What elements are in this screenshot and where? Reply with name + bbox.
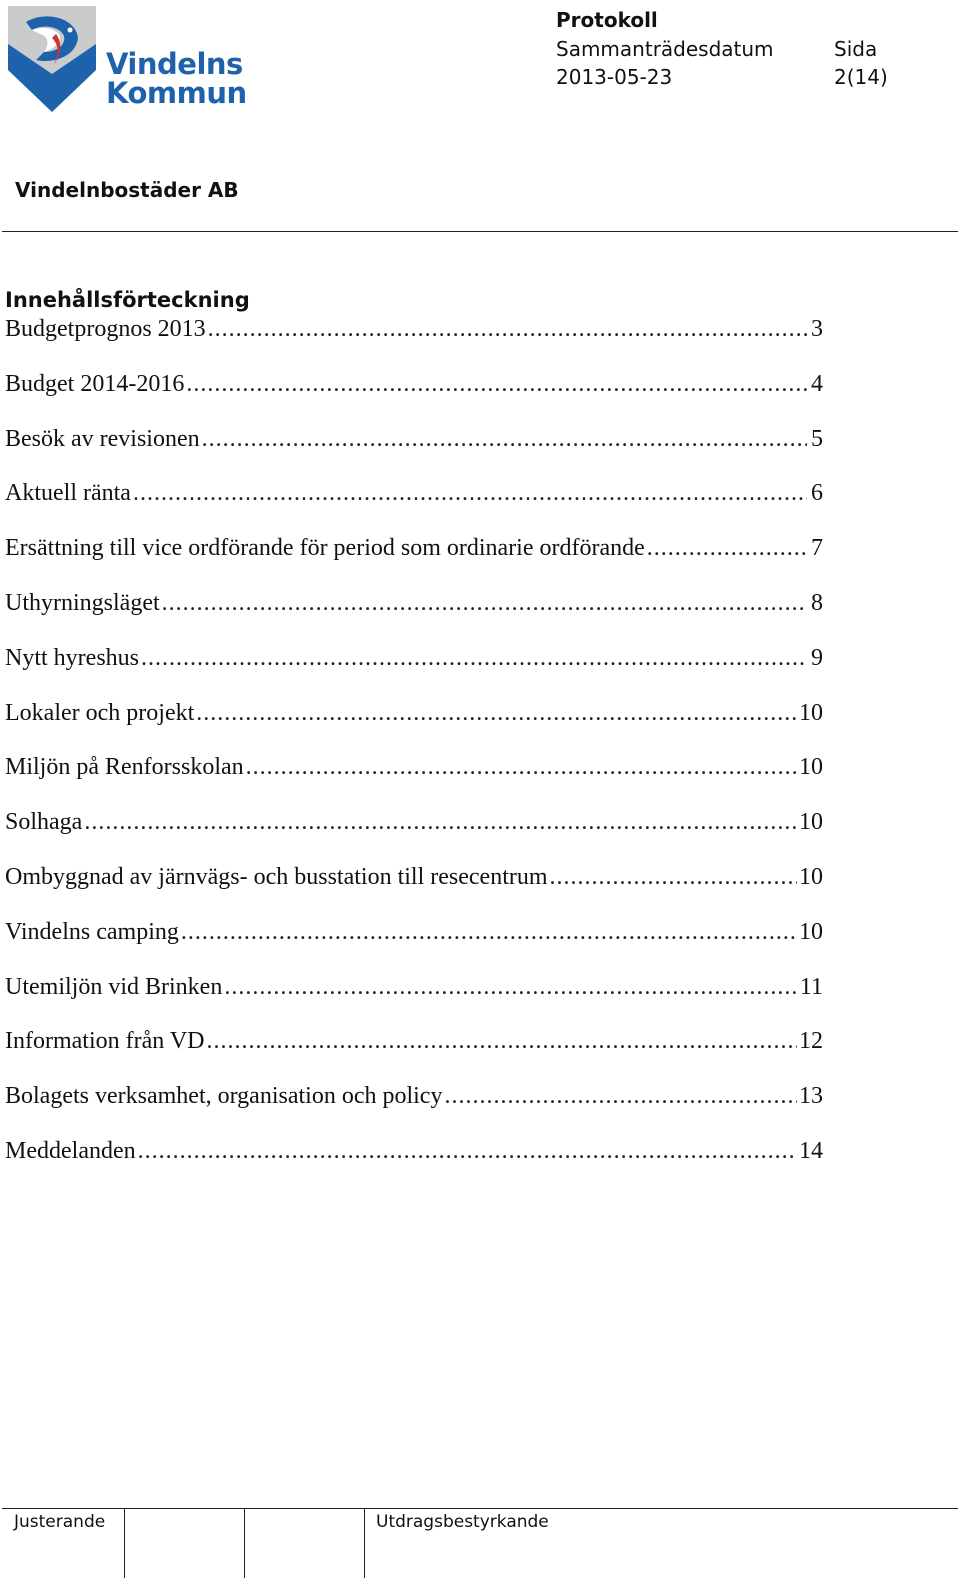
toc-entry-title: Ombyggnad av järnvägs- och busstation till resecentrum [5,863,548,890]
page-number: 2(14) [834,65,888,89]
toc-entry-page: 9 [811,644,823,671]
toc-leader-dots [202,424,807,454]
fish-shield-icon [6,4,106,116]
toc-entry[interactable] [5,424,823,479]
toc-entry-page: 3 [811,316,823,342]
toc-entry-title: Information från VD [5,1028,205,1055]
document-type-title: Protokoll [556,8,658,32]
toc-entry-page: 10 [799,754,823,781]
footer-signature-box-divider [124,1508,125,1578]
toc-entry-title: Meddelanden [5,1137,136,1164]
logo-line-2: Kommun [106,76,247,110]
toc-leader-dots [246,752,797,782]
toc-entry-title: Vindelns camping [5,918,179,945]
toc-entry[interactable] [5,972,823,1027]
toc-leader-dots [186,369,807,399]
toc-entry-title: Uthyrningsläget [5,589,160,616]
toc-entry[interactable] [5,314,823,369]
toc-leader-dots [196,698,797,728]
footer-signature-box-divider [244,1508,245,1578]
toc-entry-title: Ersättning till vice ordförande för period som ordinarie ordförande [5,535,645,562]
toc-entry-title: Miljön på Renforsskolan [5,754,244,781]
footer-justerande-label: Justerande [14,1512,106,1532]
toc-entry-page: 10 [799,699,823,726]
toc-entry-title: Solhaga [5,809,83,836]
vindelns-kommun-logo [6,4,246,116]
toc-entry[interactable] [5,588,823,643]
toc-entry-page: 13 [799,1083,823,1110]
toc-leader-dots [141,643,807,673]
toc-leader-dots [647,533,807,563]
toc-leader-dots [550,862,797,892]
toc-entry-page: 10 [799,918,823,945]
toc-entry[interactable] [5,752,823,807]
toc-entry-page: 10 [799,809,823,836]
toc-entry-title: Bolagets verksamhet, organisation och policy [5,1083,443,1110]
toc-leader-dots [224,972,798,1002]
toc-leader-dots [207,1026,798,1056]
toc-entry[interactable] [5,369,823,424]
organization-name: Vindelnbostäder AB [15,178,239,202]
page-label: Sida [834,37,878,61]
footer-utdragsbestyrkande-label: Utdragsbestyrkande [376,1512,549,1532]
toc-leader-dots [133,478,807,508]
toc-entry-title: Utemiljön vid Brinken [5,973,223,1000]
toc-entry-title: Budget 2014-2016 [5,370,185,397]
table-of-contents [5,314,823,1191]
toc-entry[interactable] [5,698,823,753]
toc-entry-page: 10 [799,863,823,890]
toc-entry-page: 4 [811,370,823,397]
toc-entry-page: 5 [811,425,823,452]
toc-entry[interactable] [5,917,823,972]
toc-leader-dots [84,807,797,837]
header-divider [2,231,958,232]
footer-signature-box-divider [364,1508,365,1578]
toc-entry-page: 12 [799,1028,823,1055]
meeting-date: 2013-05-23 [556,65,673,89]
logo-wordmark [106,47,247,110]
meeting-date-label: Sammanträdesdatum [556,37,774,61]
toc-entry[interactable] [5,643,823,698]
toc-leader-dots [181,917,797,947]
toc-entry[interactable] [5,862,823,917]
toc-entry-page: 8 [811,589,823,616]
toc-leader-dots [138,1136,797,1166]
toc-leader-dots [162,588,807,618]
toc-heading: Innehållsförteckning [5,288,250,312]
footer-divider [2,1508,958,1509]
toc-entry-page: 7 [811,535,823,562]
toc-entry[interactable] [5,1136,823,1191]
toc-entry-page: 11 [799,973,823,1000]
toc-entry[interactable] [5,1026,823,1081]
toc-entry-title: Budgetprognos 2013 [5,316,206,342]
toc-entry-title: Lokaler och projekt [5,699,195,726]
toc-leader-dots [208,314,807,344]
toc-entry-title: Aktuell ränta [5,480,131,507]
logo-line-1: Vindelns [106,47,243,81]
toc-entry[interactable] [5,533,823,588]
toc-leader-dots [444,1081,797,1111]
toc-entry[interactable] [5,807,823,862]
toc-entry[interactable] [5,478,823,533]
toc-entry[interactable] [5,1081,823,1136]
toc-entry-title: Besök av revisionen [5,425,200,452]
toc-entry-page: 14 [799,1137,823,1164]
toc-entry-title: Nytt hyreshus [5,644,139,671]
toc-entry-page: 6 [811,480,823,507]
